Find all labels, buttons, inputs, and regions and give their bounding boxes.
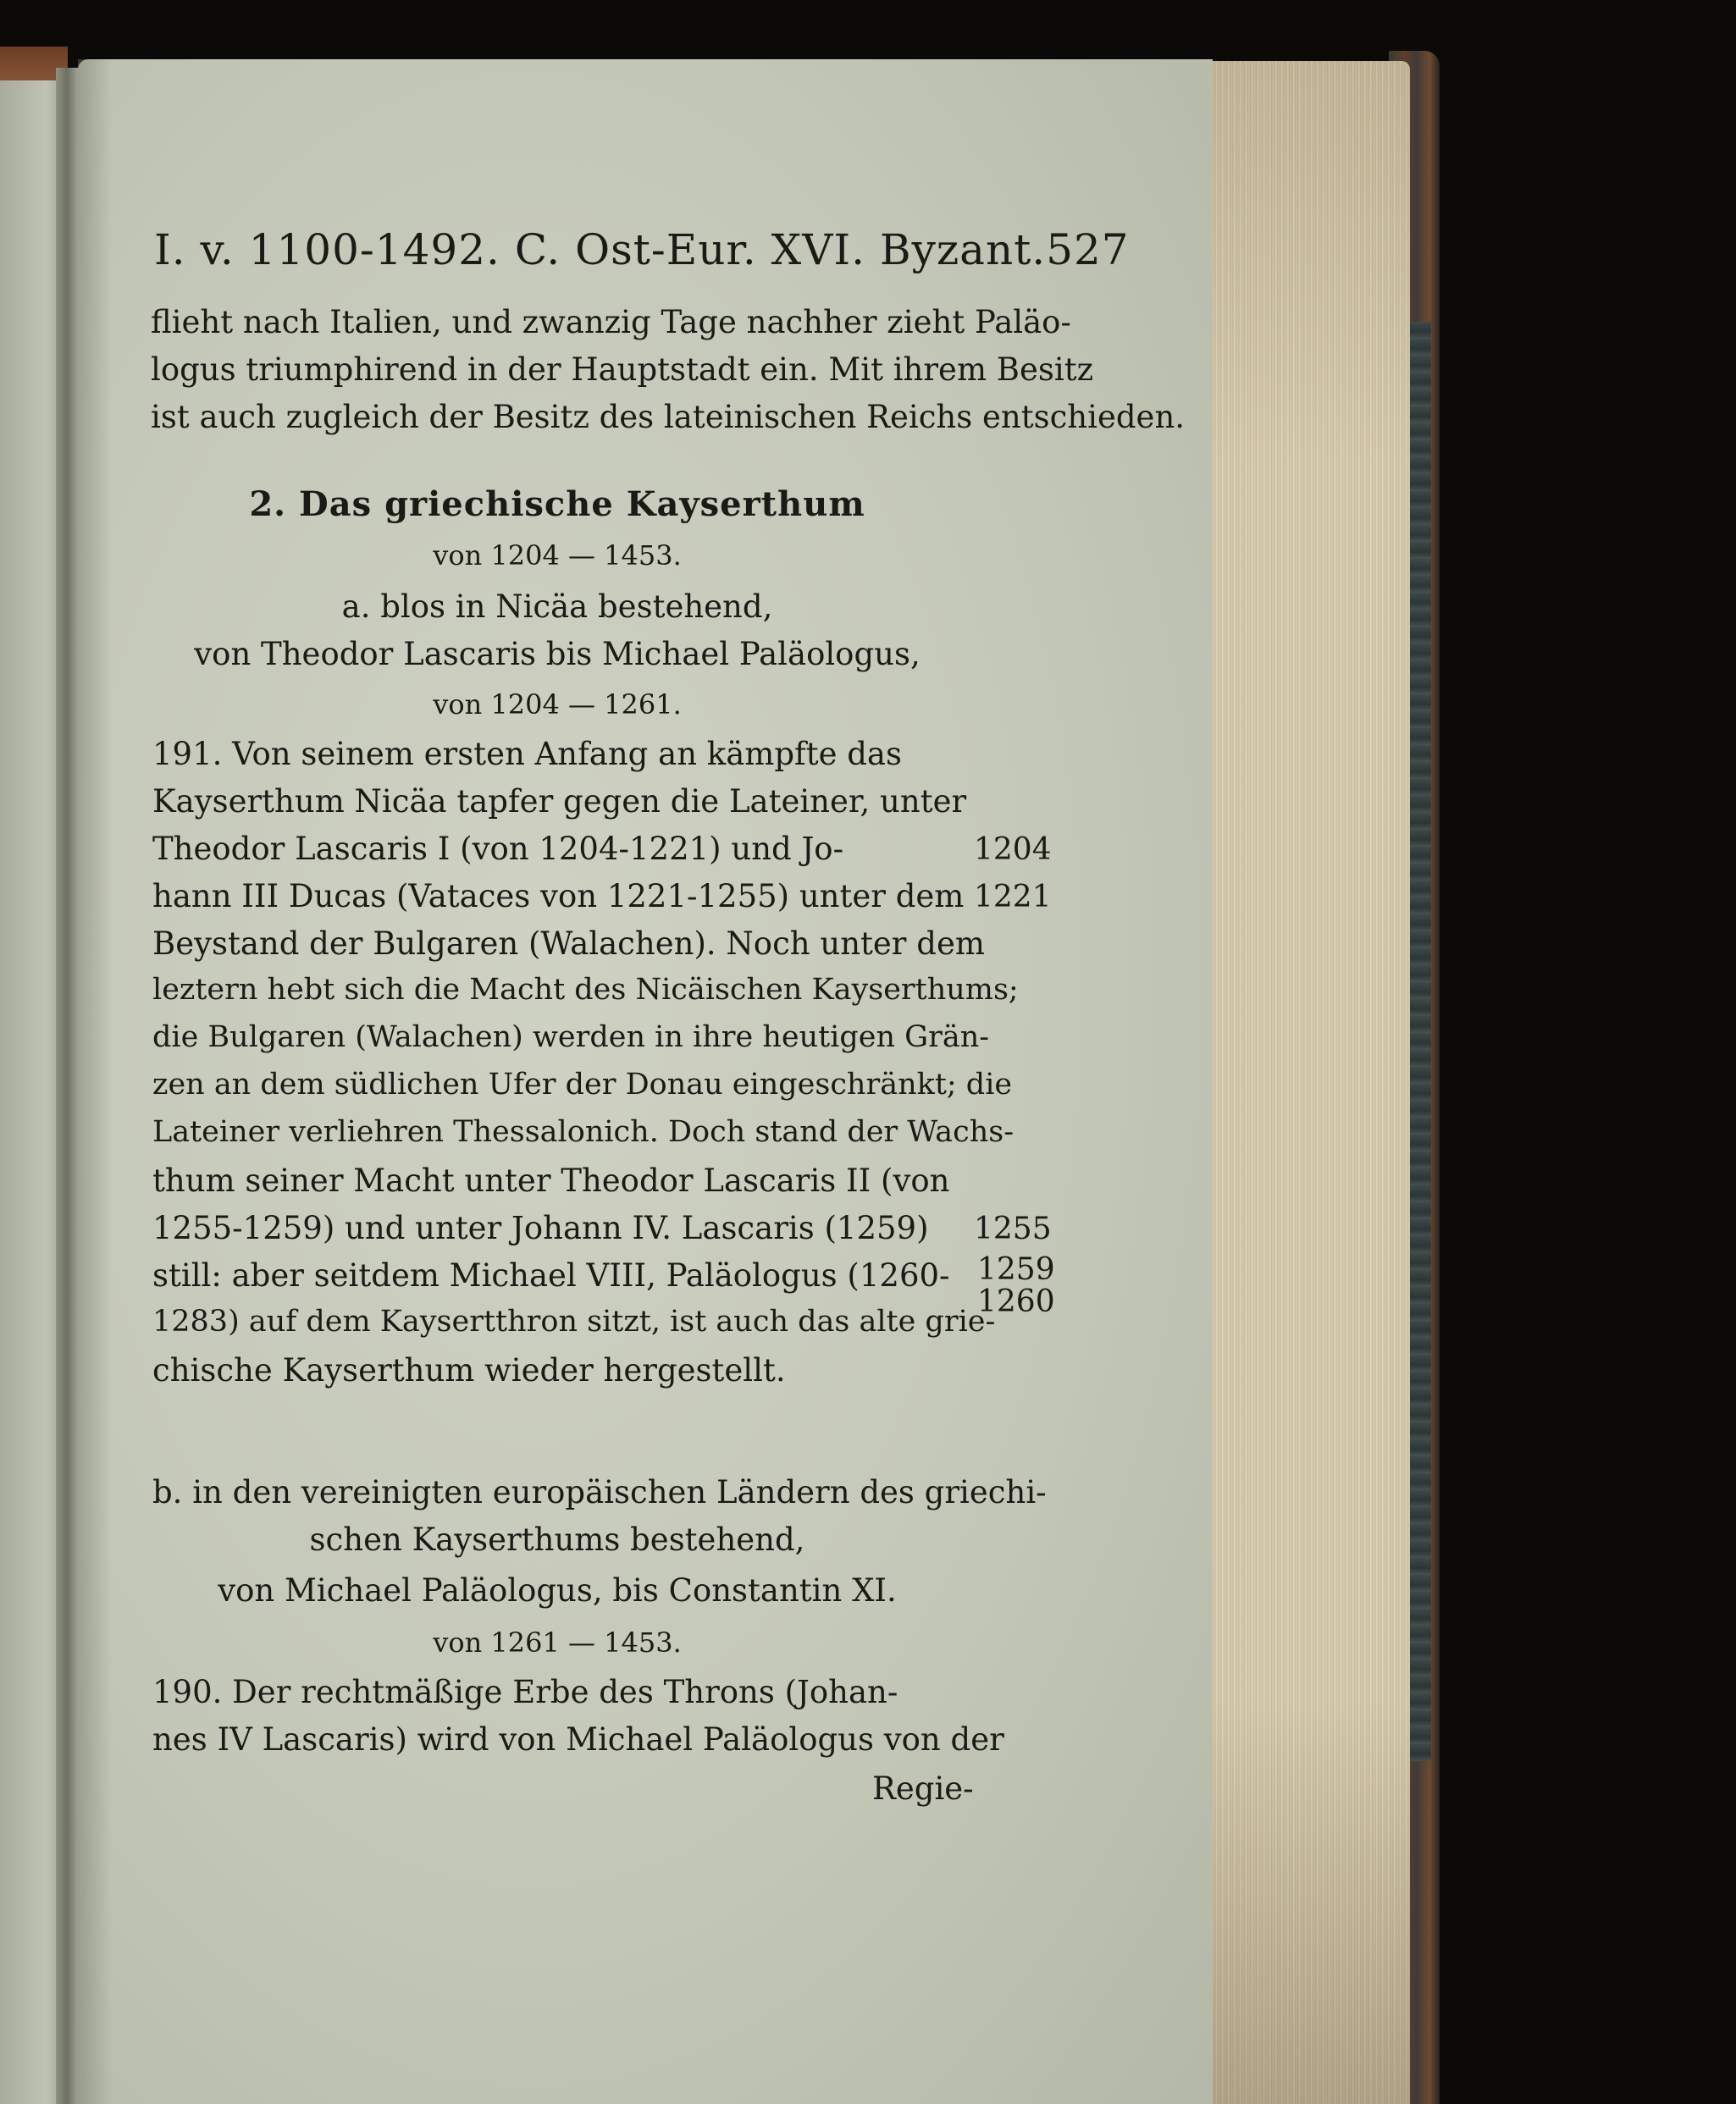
intro-line-3: ist auch zugleich der Besitz des lateinischen Reichs entschieden. (151, 399, 1186, 435)
section-b-title-1: b. in den vereinigten europäischen Ländern des griechi- (152, 1474, 1047, 1510)
subsection-a-title: a. blos in Nicäa bestehend, (341, 588, 773, 625)
para191-line-3: Theodor Lascaris I (von 1204-1221) und Jo- (152, 831, 844, 867)
margin-year-1255: 1255 (974, 1212, 1052, 1246)
para191-line-6: leztern hebt sich die Macht des Nicäischen Kayserthums; (152, 973, 1019, 1007)
margin-year-1204: 1204 (974, 832, 1052, 867)
para191-line-8: zen an dem südlichen Ufer der Donau eingeschränkt; die (152, 1068, 1013, 1102)
margin-year-1260: 1260 (977, 1284, 1055, 1319)
para191-line-10: thum seiner Macht unter Theodor Lascaris II (von (152, 1162, 950, 1199)
subsection-a-range: von Theodor Lascaris bis Michael Paläologus, (194, 636, 921, 672)
para190-line-1: 190. Der rechtmäßige Erbe des Throns (Johan- (152, 1674, 898, 1710)
para191-line-4: hann III Ducas (Vataces von 1221-1255) unter dem (152, 878, 965, 914)
para191-line-1: 191. Von seinem ersten Anfang an kämpfte das (152, 736, 902, 772)
running-head (154, 222, 1130, 278)
section-b-title-2: schen Kayserthums bestehend, (309, 1521, 805, 1558)
para191-line-7: die Bulgaren (Walachen) werden in ihre heutigen Grän- (152, 1020, 990, 1054)
section-heading: 2. Das griechische Kayserthum (249, 484, 865, 524)
running-head-title: I. v. 1100-1492. C. Ost-Eur. XVI. Byzant. (154, 225, 1047, 274)
section-dates: von 1204 — 1453. (433, 539, 682, 572)
catchword: Regie- (872, 1770, 974, 1807)
page-number: 527 (1046, 225, 1130, 274)
para191-line-14: chische Kayserthum wieder hergestellt. (152, 1352, 786, 1389)
margin-year-1221: 1221 (974, 880, 1052, 914)
cover-spine-edge (1410, 322, 1431, 1761)
intro-line-1: flieht nach Italien, und zwanzig Tage nachher zieht Paläo- (151, 304, 1071, 340)
para190-line-2: nes IV Lascaris) wird von Michael Paläologus von der (152, 1721, 1004, 1758)
section-b-range: von Michael Paläologus, bis Constantin XI. (218, 1572, 897, 1609)
para191-line-9: Lateiner verliehren Thessalonich. Doch stand der Wachs- (152, 1115, 1015, 1149)
para191-line-12: still: aber seitdem Michael VIII, Paläologus (1260- (152, 1257, 950, 1294)
intro-line-2: logus triumphirend in der Hauptstadt ein. Mit ihrem Besitz (151, 351, 1094, 388)
para191-line-11: 1255-1259) und unter Johann IV. Lascaris (1259) (152, 1210, 929, 1246)
subsection-a-dates: von 1204 — 1261. (433, 688, 682, 721)
para191-line-5: Beystand der Bulgaren (Walachen). Noch unter dem (152, 925, 985, 962)
section-b-dates: von 1261 — 1453. (433, 1626, 682, 1659)
para191-line-2: Kayserthum Nicäa tapfer gegen die Lateiner, unter (152, 783, 967, 820)
margin-year-1259: 1259 (977, 1252, 1055, 1287)
para191-line-13: 1283) auf dem Kaysertthron sitzt, ist auch das alte grie- (152, 1305, 996, 1339)
